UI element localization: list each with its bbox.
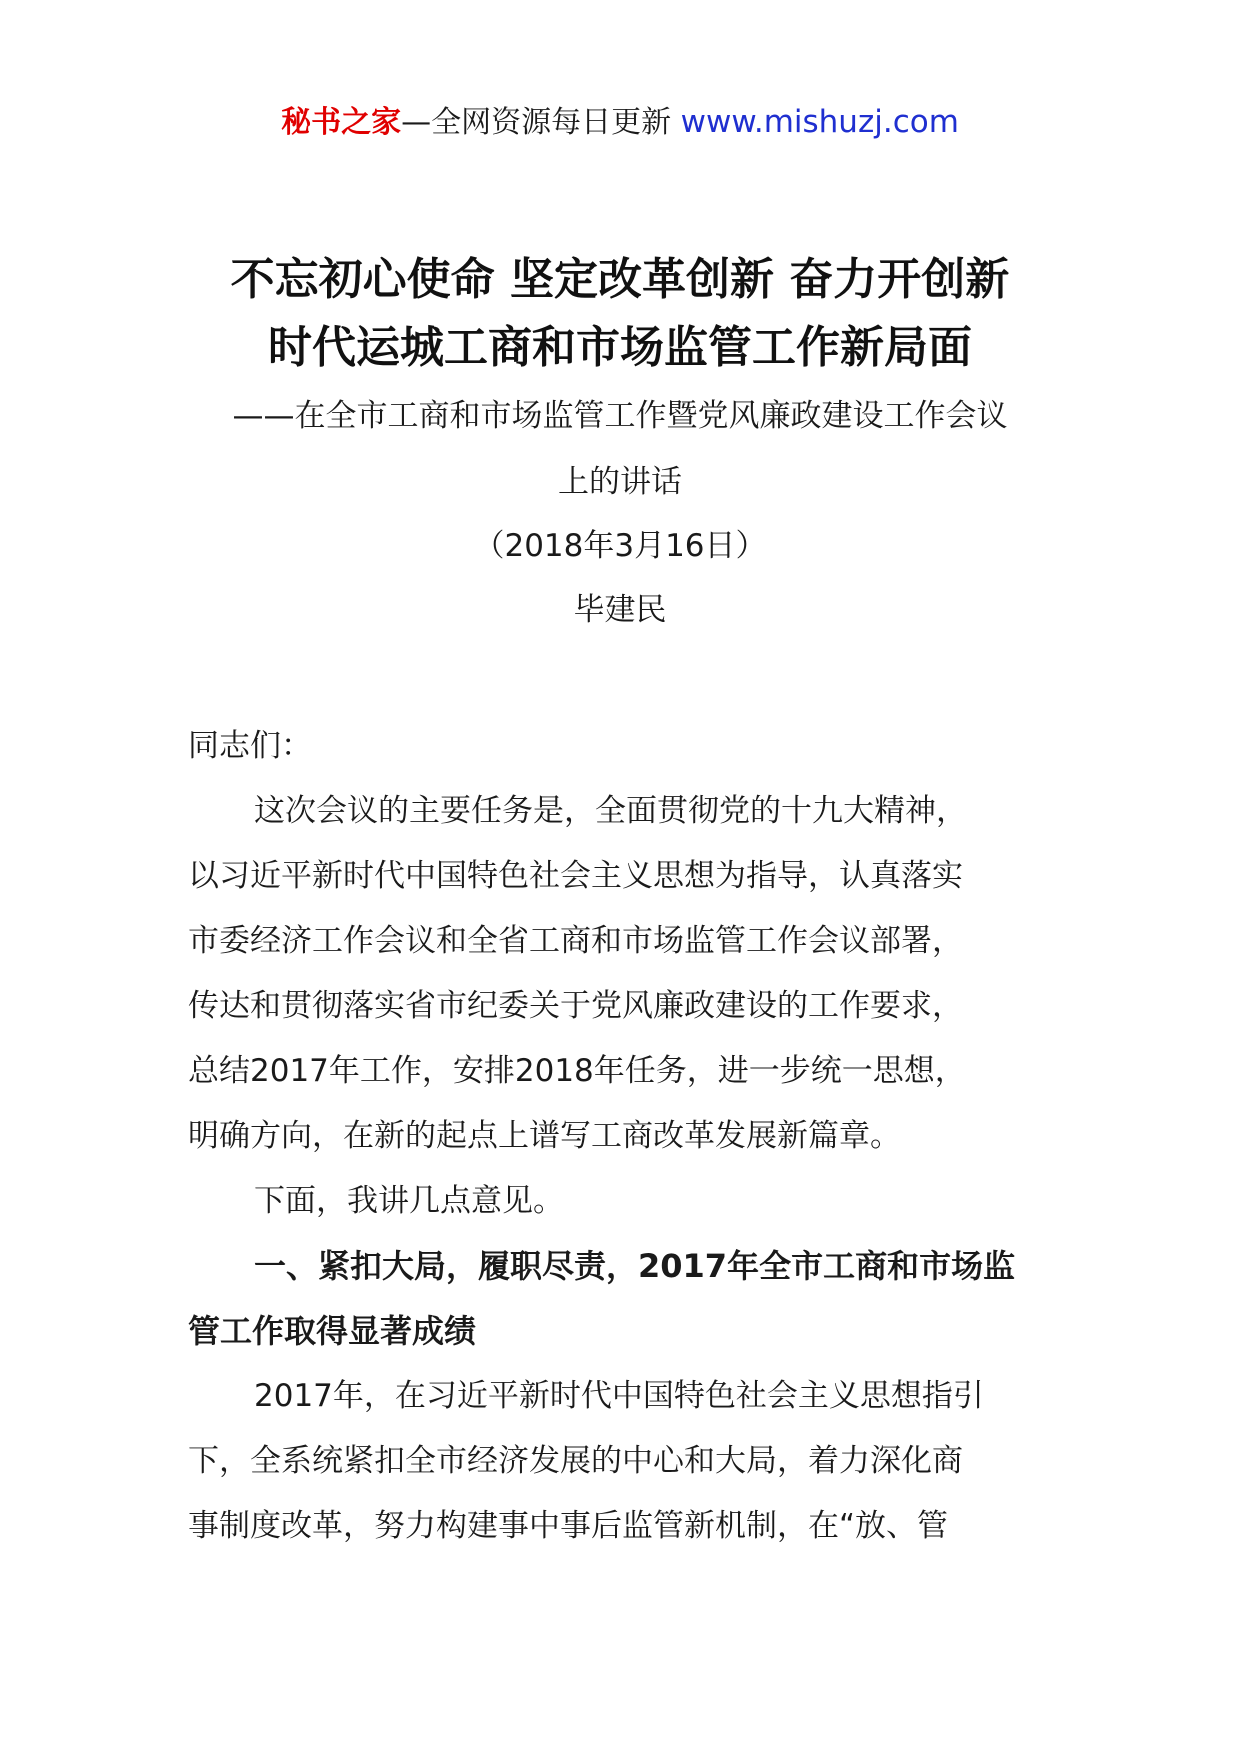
section-heading-1-line: 一、紧扣大局，履职尽责，2017年全市工商和市场监: [254, 1247, 1016, 1285]
paragraph-1-line: 市委经济工作会议和全省工商和市场监管工作会议部署，: [188, 923, 963, 959]
paragraph-1-line: 传达和贯彻落实省市纪委关于党风廉政建设的工作要求，: [188, 988, 963, 1024]
site-tagline: —全网资源每日更新: [401, 105, 672, 140]
site-brand: 秘书之家: [281, 105, 402, 140]
paragraph-3-line: 下，全系统紧扣全市经济发展的中心和大局，着力深化商: [188, 1443, 963, 1479]
paragraph-3-line: 2017年，在习近平新时代中国特色社会主义思想指引: [254, 1378, 984, 1414]
paragraph-2: 下面，我讲几点意见。: [254, 1183, 564, 1219]
document-subtitle-line-2: 上的讲话: [558, 464, 682, 500]
salutation: 同志们：: [188, 728, 312, 764]
document-date: （2018年3月16日）: [473, 528, 767, 564]
site-url-link[interactable]: www.mishuzj.com: [680, 104, 959, 140]
paragraph-1-line: 这次会议的主要任务是，全面贯彻党的十九大精神，: [254, 793, 967, 829]
paragraph-1-line: 以习近平新时代中国特色社会主义思想为指导，认真落实: [188, 858, 963, 894]
document-author: 毕建民: [573, 592, 667, 628]
section-heading-1-line: 管工作取得显著成绩: [188, 1312, 477, 1350]
paragraph-1-line: 总结2017年工作，安排2018年任务，进一步统一思想，: [188, 1053, 966, 1089]
document-subtitle-line-1: ——在全市工商和市场监管工作暨党风廉政建设工作会议: [232, 398, 1008, 434]
paragraph-3-line: 事制度改革，努力构建事中事后监管新机制，在“放、管: [188, 1508, 949, 1544]
paragraph-1-line: 明确方向，在新的起点上谱写工商改革发展新篇章。: [188, 1118, 901, 1154]
document-title-line-1: 不忘初心使命 坚定改革创新 奋力开创新: [230, 254, 1010, 305]
site-header: [0, 100, 1240, 145]
document-body: [188, 714, 1058, 1559]
document-title-line-2: 时代运城工商和市场监管工作新局面: [268, 322, 972, 373]
